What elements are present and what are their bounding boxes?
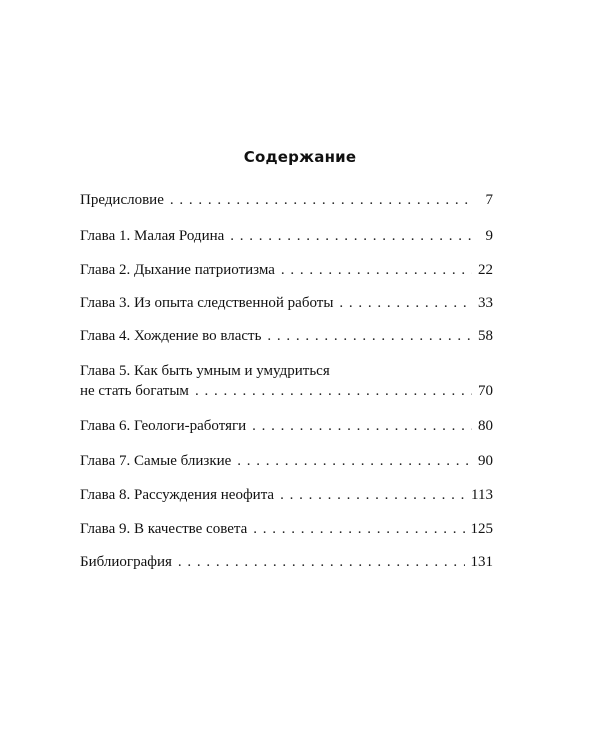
entry-label: Глава 6. Геологи-работяги	[80, 418, 247, 434]
dot-leader	[267, 326, 472, 346]
page-number: 80	[478, 418, 493, 434]
toc-entry-chapter-4	[80, 326, 493, 346]
page-number: 125	[470, 521, 493, 537]
entry-label: Глава 1. Малая Родина	[80, 228, 225, 244]
entry-label: Глава 2. Дыхание патриотизма	[80, 262, 275, 278]
toc-entry-chapter-6	[80, 416, 493, 436]
page-number: 58	[478, 328, 493, 344]
dot-leader	[253, 519, 464, 539]
dot-leader	[230, 226, 473, 246]
dot-leader	[195, 381, 472, 401]
entry-label: Предисловие	[80, 192, 164, 208]
dot-leader	[178, 552, 465, 572]
entry-label-line1: Глава 5. Как быть умным и умудриться	[80, 363, 330, 379]
dot-leader	[280, 485, 465, 505]
toc-entry-chapter-9	[80, 519, 493, 539]
toc-entry-bibliography	[80, 552, 493, 572]
page-number: 131	[470, 554, 493, 570]
entry-label: не стать богатым	[80, 383, 189, 399]
entry-label: Библиография	[80, 554, 172, 570]
entry-label: Глава 9. В качестве совета	[80, 521, 248, 537]
page-number: 7	[485, 192, 493, 208]
dot-leader	[237, 451, 472, 471]
page-number: 113	[471, 487, 493, 503]
entry-label: Глава 8. Рассуждения неофита	[80, 487, 275, 503]
page-number: 33	[478, 295, 493, 311]
toc-title: Содержание	[243, 148, 357, 166]
entry-label: Глава 7. Самые близкие	[80, 453, 232, 469]
page-number: 22	[478, 262, 493, 278]
toc-entry-chapter-8	[80, 485, 493, 505]
page-number: 90	[478, 453, 493, 469]
entry-label: Глава 3. Из опыта следственной работы	[80, 295, 334, 311]
dot-leader	[170, 190, 473, 210]
page-number: 70	[478, 383, 493, 399]
page-number: 9	[485, 228, 493, 244]
toc-entry-chapter-2	[80, 260, 493, 280]
toc-entry-chapter-7	[80, 451, 493, 471]
dot-leader	[339, 293, 472, 313]
toc-entry-chapter-3	[80, 293, 493, 313]
toc-entry-chapter-5	[80, 361, 493, 401]
toc-entry-preface	[80, 190, 493, 210]
dot-leader	[252, 416, 472, 436]
dot-leader	[281, 260, 472, 280]
entry-label: Глава 4. Хождение во власть	[80, 328, 262, 344]
toc-entry-chapter-1	[80, 226, 493, 246]
